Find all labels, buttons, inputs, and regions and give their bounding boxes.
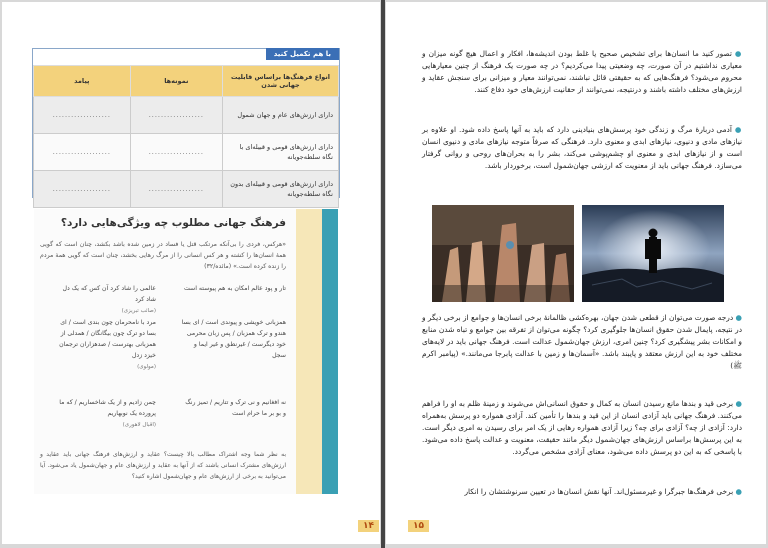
paragraph: ● برخی قید و بندها مانع رسیدن انسان به کمال و حقوق انسانی‌اش می‌شوند و زمینهٔ ظلم به او را فراهم می‌کنند. فرهنگ جهانی باید آزادی انسان از این قید و بندها را تأمین کند. آزادی همواره دو پرسش به‌همراه دارد: آزادی از چه؟ آزادی برای چه؟ زیرا آزادی همواره رهایی از یک امر برای رسیدن به امری دیگر است. به این پرسش‌ها براساس ارزش‌های جهان‌شمول دیگر مانند حقیقت، معنویت و عدالت پاسخ داده می‌شود. با پاسخی که به این دو پرسش داده می‌شود، معنای آزادی مشخص می‌گردد. [422, 399, 742, 457]
bullet-icon: ● [735, 313, 742, 322]
poem-verse: نه افغانیم و نی ترک و تتاریم / تمیز رنگ و بو بر ما حرام است [185, 399, 286, 417]
table-cell: دارای ارزش‌های قومی و قبیله‌ای بدون نگاه سلطه‌جویانه [223, 171, 339, 208]
table-row [34, 134, 339, 171]
section-footer-text: به نظر شما وجه اشتراک مطالب بالا چیست؟ عقاید و ارزش‌های فرهنگ جهانی باید عقاید و ارزش‌های مشترک انسانی باشند که از آنها به عقاید و ارزش‌های عام و جهان‌شمول یاد می‌شود. آیا می‌توانید به برخی از ارزش‌های عام و جهان‌شمول اشاره کنید؟ [40, 451, 286, 480]
section-title: فرهنگ جهانی مطلوب چه ویژگی‌هایی دارد؟ [60, 217, 286, 229]
table-row [34, 171, 339, 208]
bullet-icon: ● [734, 125, 742, 134]
paragraph: ● آدمی دربارهٔ مرگ و زندگی خود پرسش‌های بنیادینی دارد که باید به آنها پاسخ داده شود. او علاوه بر نیازهای مادی و دنیوی، نیازهای ابدی و معنوی دارد. فرهنگی که صرفاً متوجه نیازهای مادی و دنیوی انسان است و از نیازهای ابدی و معنوی او چشم‌پوشی می‌کند، بشر را به بحران‌های روحی و روانی گرفتار می‌سازد. فرهنگ جهانی باید از معنویت که ارزشی جهان‌شمول است، برخوردار باشد. [422, 125, 742, 171]
table-cell: ................... [34, 134, 131, 171]
paragraph: ● تصور کنید ما انسان‌ها برای تشخیص صحیح یا غلط بودن اندیشه‌ها، افکار و اعمال هیچ گونه میزان و معیاری نداشتیم در آن صورت، چه وضعیتی پیدا می‌کردیم؟ در چه صورت یک فرهنگ از چنین معیارهایی محروم می‌شود؟ فرهنگ‌هایی که به حقیقتی قائل نباشند، نمی‌توانند معیار و میزانی برای سنجش عقاید و ارزش‌های مختلف داشته باشند و درنتیجه، نمی‌توانند از حقانیت ارزش‌های خود دفاع کنند. [422, 49, 743, 95]
left-page [2, 2, 380, 544]
decor-bar-accent [322, 209, 338, 494]
poem-verse: تار و پود عالم امکان به هم پیوسته است [183, 285, 286, 292]
paragraph: ● درجه صورت می‌توان از قطعی شدن جهان، بهره‌کشی ظالمانهٔ برخی انسان‌ها و جوامع از برخی دیگر و در نتیجه، پایمال شدن حقوق انسان‌ها جلوگیری کرد؟ چگونه می‌توان از تفرقه بین جوامع و تباه شدن منابع و امکانات بشر پیشگیری کرد؟ چنین امری، ارزش جهان‌شمول عدالت است. فرهنگ جهانی باید در لایه‌های مختلف خود به این ارزش معتقد و پایبند باشد. «آسمان‌ها و زمین با عدالت پابرجا می‌مانند.» (پیامبر اکرم ﷺ) [422, 313, 742, 371]
bullet-icon: ● [734, 49, 743, 58]
poem-verse: عالمی را شاد کرد آن کس که یک دل شاد کرد (صائب تبریزی) [62, 285, 156, 314]
page-number: ۱۴ [358, 520, 379, 532]
right-page [386, 2, 766, 544]
poem-verse: مرد با نامحرمان چون بندی است / ای بسا دو ترک چون بیگانگان / همدلی از همزبانی بهترست / صدهزاران ترجمان خیزد زدل (مولوی) [59, 319, 156, 370]
table-cell: دارای ارزش‌های عام و جهان شمول [223, 97, 339, 134]
activity-box [32, 48, 340, 198]
table-cell: .................. [130, 97, 222, 134]
table-row [34, 97, 339, 134]
box-title: با هم تکمیل کنید [266, 48, 339, 60]
decor-bar [296, 209, 322, 494]
poem-verse: همزبانی خویشی و پیوندی است / ای بسا هندو و ترک همزبان / پس زبان محرمی خود دیگرست / غیرنطق و غیر ایما و سجل [181, 319, 286, 359]
table-cell: .................. [130, 134, 222, 171]
page-number: ۱۵ [408, 520, 429, 532]
section-global-culture [34, 209, 296, 494]
bullet-icon: ● [735, 487, 742, 496]
table-cell: ................... [34, 97, 131, 134]
poem-verse: چمن زادیم و از یک شاخساریم / که ما پرورده یک نوبهاریم (اقبال لاهوری) [59, 399, 156, 428]
table-cell: دارای ارزش‌های قومی و قبیله‌ای با نگاه سلطه‌جویانه [223, 134, 339, 171]
paragraph: ● برخی فرهنگ‌ها جبرگرا و غیرمسئول‌اند. آنها نقش انسان‌ها در تعیین سرنوشتشان را انکار [464, 487, 742, 496]
table-cell: ................... [34, 171, 131, 208]
table-header: انواع فرهنگ‌ها براساس قابلیت جهانی شدن [223, 66, 339, 97]
table-cell: .................. [130, 171, 222, 208]
quran-quote: «هرکس، فردی را بی‌آنکه مرتکب قتل یا فساد در زمین شده باشد بکشد، چنان است که گویی همهٔ انسان‌ها را کشته و هر کس انسانی را از مرگ رهایی بخشد، چنان است که گویی همهٔ مردم را زنده کرده است.» (مائده/۳۲) [40, 241, 286, 270]
praying-hands-photo [432, 205, 574, 302]
book-spine [381, 0, 385, 548]
culture-table [33, 65, 339, 208]
lone-man-photo [582, 205, 724, 302]
bullet-icon: ● [735, 399, 742, 408]
table-header: پیامد [34, 66, 131, 97]
table-header: نمونه‌ها [130, 66, 222, 97]
